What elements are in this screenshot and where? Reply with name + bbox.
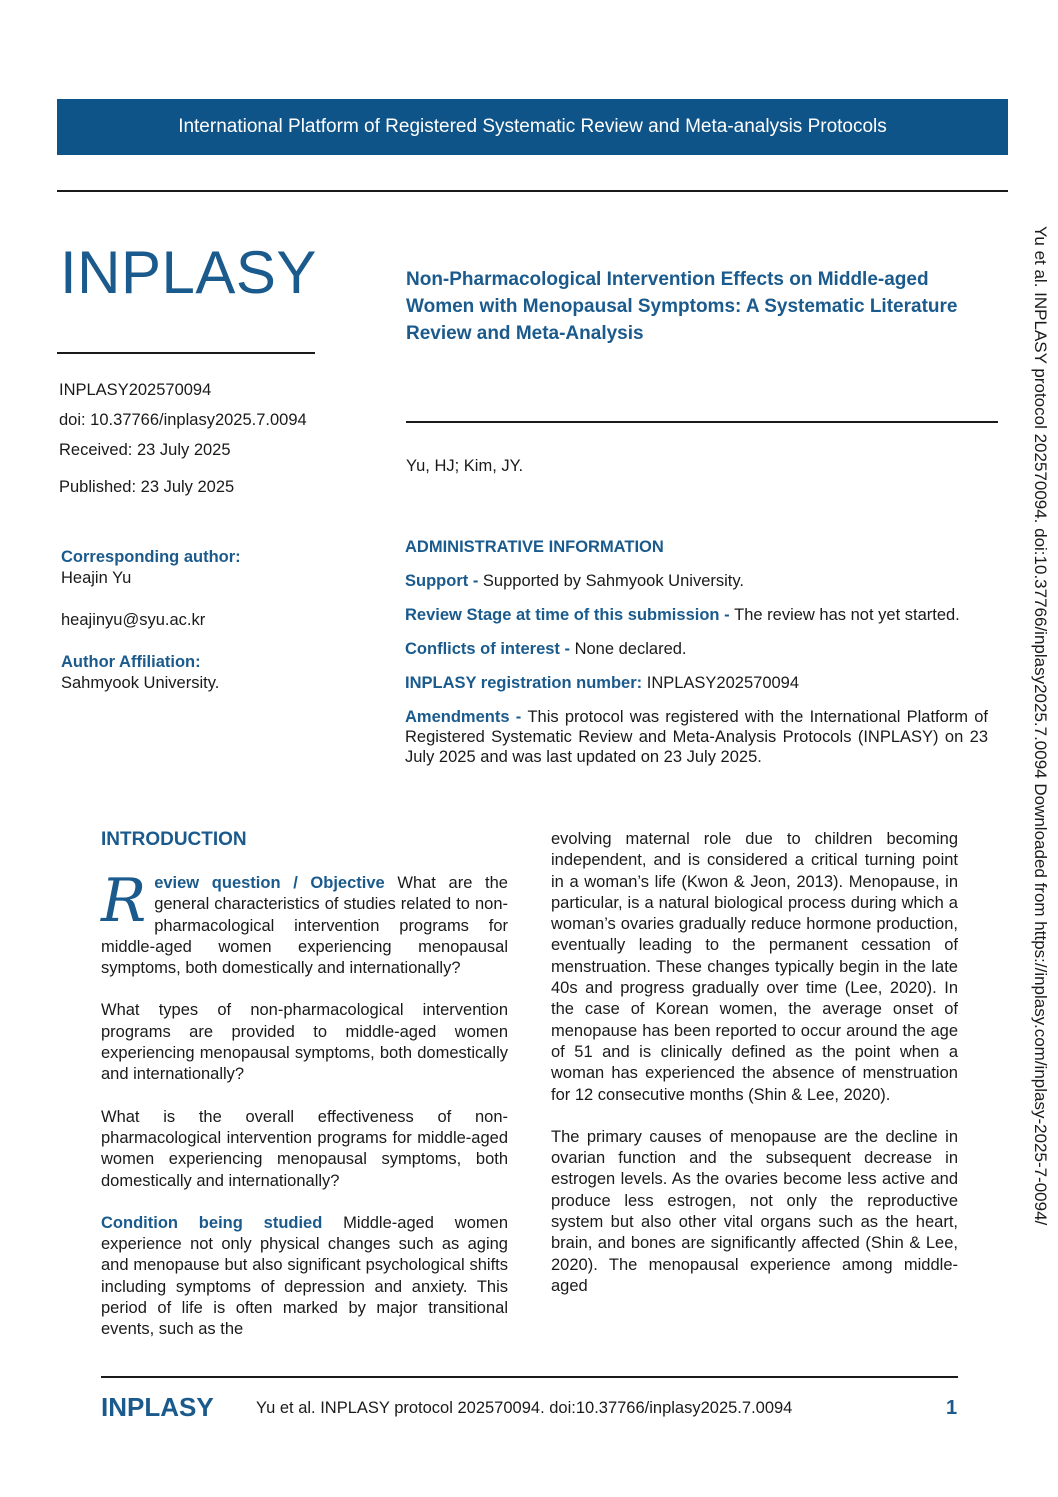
registration-id: INPLASY202570094 — [59, 381, 212, 399]
conflicts-value: None declared. — [574, 640, 687, 658]
introduction-heading: INTRODUCTION — [101, 829, 247, 850]
conflicts-line — [405, 639, 988, 659]
drop-cap: R — [101, 866, 147, 936]
corresponding-author-label: Corresponding author: — [61, 548, 241, 566]
registration-label: INPLASY registration number: — [405, 674, 647, 692]
title-rule — [406, 421, 998, 423]
amendments-line — [405, 707, 988, 767]
right-column — [551, 829, 958, 1318]
amendments-label: Amendments - — [405, 708, 528, 726]
doi[interactable]: doi: 10.37766/inplasy2025.7.0094 — [59, 411, 307, 429]
corresponding-author-block — [61, 547, 371, 694]
review-question-label: eview question / Objective — [154, 874, 385, 892]
received-date: Received: 23 July 2025 — [59, 441, 231, 459]
review-question-3: What is the overall effectiveness of non-pharmacological intervention programs for middle-aged women experiencing menopausal symptoms, both domestically and internationally? — [101, 1107, 508, 1190]
condition-text: Middle-aged women experience not only physical changes such as aging and menopause but also significant psychological shifts including symptoms of depression and anxiety. This period of life is often marked by major transitional events, such as the — [101, 1213, 509, 1339]
corresponding-author-name: Heajin Yu — [61, 569, 132, 587]
page-number: 1 — [946, 1397, 958, 1419]
paper-title: Non-Pharmacological Intervention Effects on Middle-aged Women with Menopausal Symptoms: A Systematic Literature Review and Meta-Analysis — [406, 269, 958, 344]
review-stage-label: Review Stage at time of this submission - — [405, 606, 735, 624]
affiliation-label: Author Affiliation: — [61, 653, 201, 671]
platform-banner: International Platform of Registered Systematic Review and Meta-analysis Protocols — [57, 99, 1008, 155]
admin-heading: ADMINISTRATIVE INFORMATION — [405, 538, 664, 556]
authors: Yu, HJ; Kim, JY. — [406, 457, 524, 475]
condition-label: Condition being studied — [101, 1213, 323, 1232]
registration-value: INPLASY202570094 — [646, 674, 800, 692]
condition-paragraph — [101, 1213, 508, 1341]
corresponding-author-email[interactable]: heajinyu@syu.ac.kr — [61, 611, 206, 629]
footer-rule — [101, 1376, 958, 1378]
side-download-note: Yu et al. INPLASY protocol 202570094. doi:10.37766/inplasy2025.7.0094 Downloaded from https://inplasy.com/inplasy-2025-7-0094/ — [1031, 226, 1050, 1226]
conflicts-label: Conflicts of interest - — [405, 640, 575, 658]
amendments-value: This protocol was registered with the International Platform of Registered Systematic Review and Meta-Analysis Protocols (INPLASY) on 23 July 2025 and was last updated on 23 July 2025. — [405, 708, 988, 766]
footer-logo: INPLASY — [101, 1392, 214, 1422]
review-stage-value: The review has not yet started. — [734, 606, 960, 624]
registration-line — [405, 673, 988, 693]
published-date: Published: 23 July 2025 — [59, 478, 235, 496]
administrative-information — [405, 537, 988, 781]
support-line — [405, 571, 988, 591]
review-question-2: What types of non-pharmacological intervention programs are provided to middle-aged women experiencing menopausal symptoms, both domestically and internationally? — [101, 1001, 508, 1084]
support-label: Support - — [405, 572, 483, 590]
left-column — [101, 866, 509, 1362]
review-question-paragraph — [101, 866, 508, 979]
header-rule — [57, 190, 1008, 192]
support-value: Supported by Sahmyook University. — [482, 572, 744, 590]
menopause-paragraph: evolving maternal role due to children becoming independent, and is considered a critical turning point in a woman’s life (Kwon & Jeon, 2013). Menopause, in particular, is a natural biological process during which a woman’s ovaries gradually reduce hormone production, eventually leading to the permanent cessation of menstruation. These changes typically begin in the late 40s and progress gradually over time (Lee, 2020). In the case of Korean women, the average onset of menopause has been reported to occur around the age of 51 and is clinically defined as the point when a woman has experienced the absence of menstruation for 12 consecutive months (Shin & Lee, 2020). — [551, 830, 958, 1104]
footer-citation: Yu et al. INPLASY protocol 202570094. doi:10.37766/inplasy2025.7.0094 — [256, 1399, 793, 1417]
review-question-1: What are the general characteristics of studies related to non-pharmacological intervention programs for middle-aged women experiencing menopausal symptoms, both domestically and internationally? — [101, 874, 508, 978]
review-stage-line — [405, 605, 988, 625]
causes-paragraph: The primary causes of menopause are the decline in ovarian function and the subsequent decrease in estrogen levels. As the ovaries become less active and produce less estrogen, not only the reproductive system but also other vital organs such as the heart, brain, and bones are significantly affected (Shin & Lee, 2020). The menopausal experience among middle-aged — [551, 1127, 958, 1295]
affiliation: Sahmyook University. — [61, 674, 220, 692]
logo-rule — [57, 352, 315, 354]
inplasy-logo: INPLASY — [60, 239, 317, 306]
